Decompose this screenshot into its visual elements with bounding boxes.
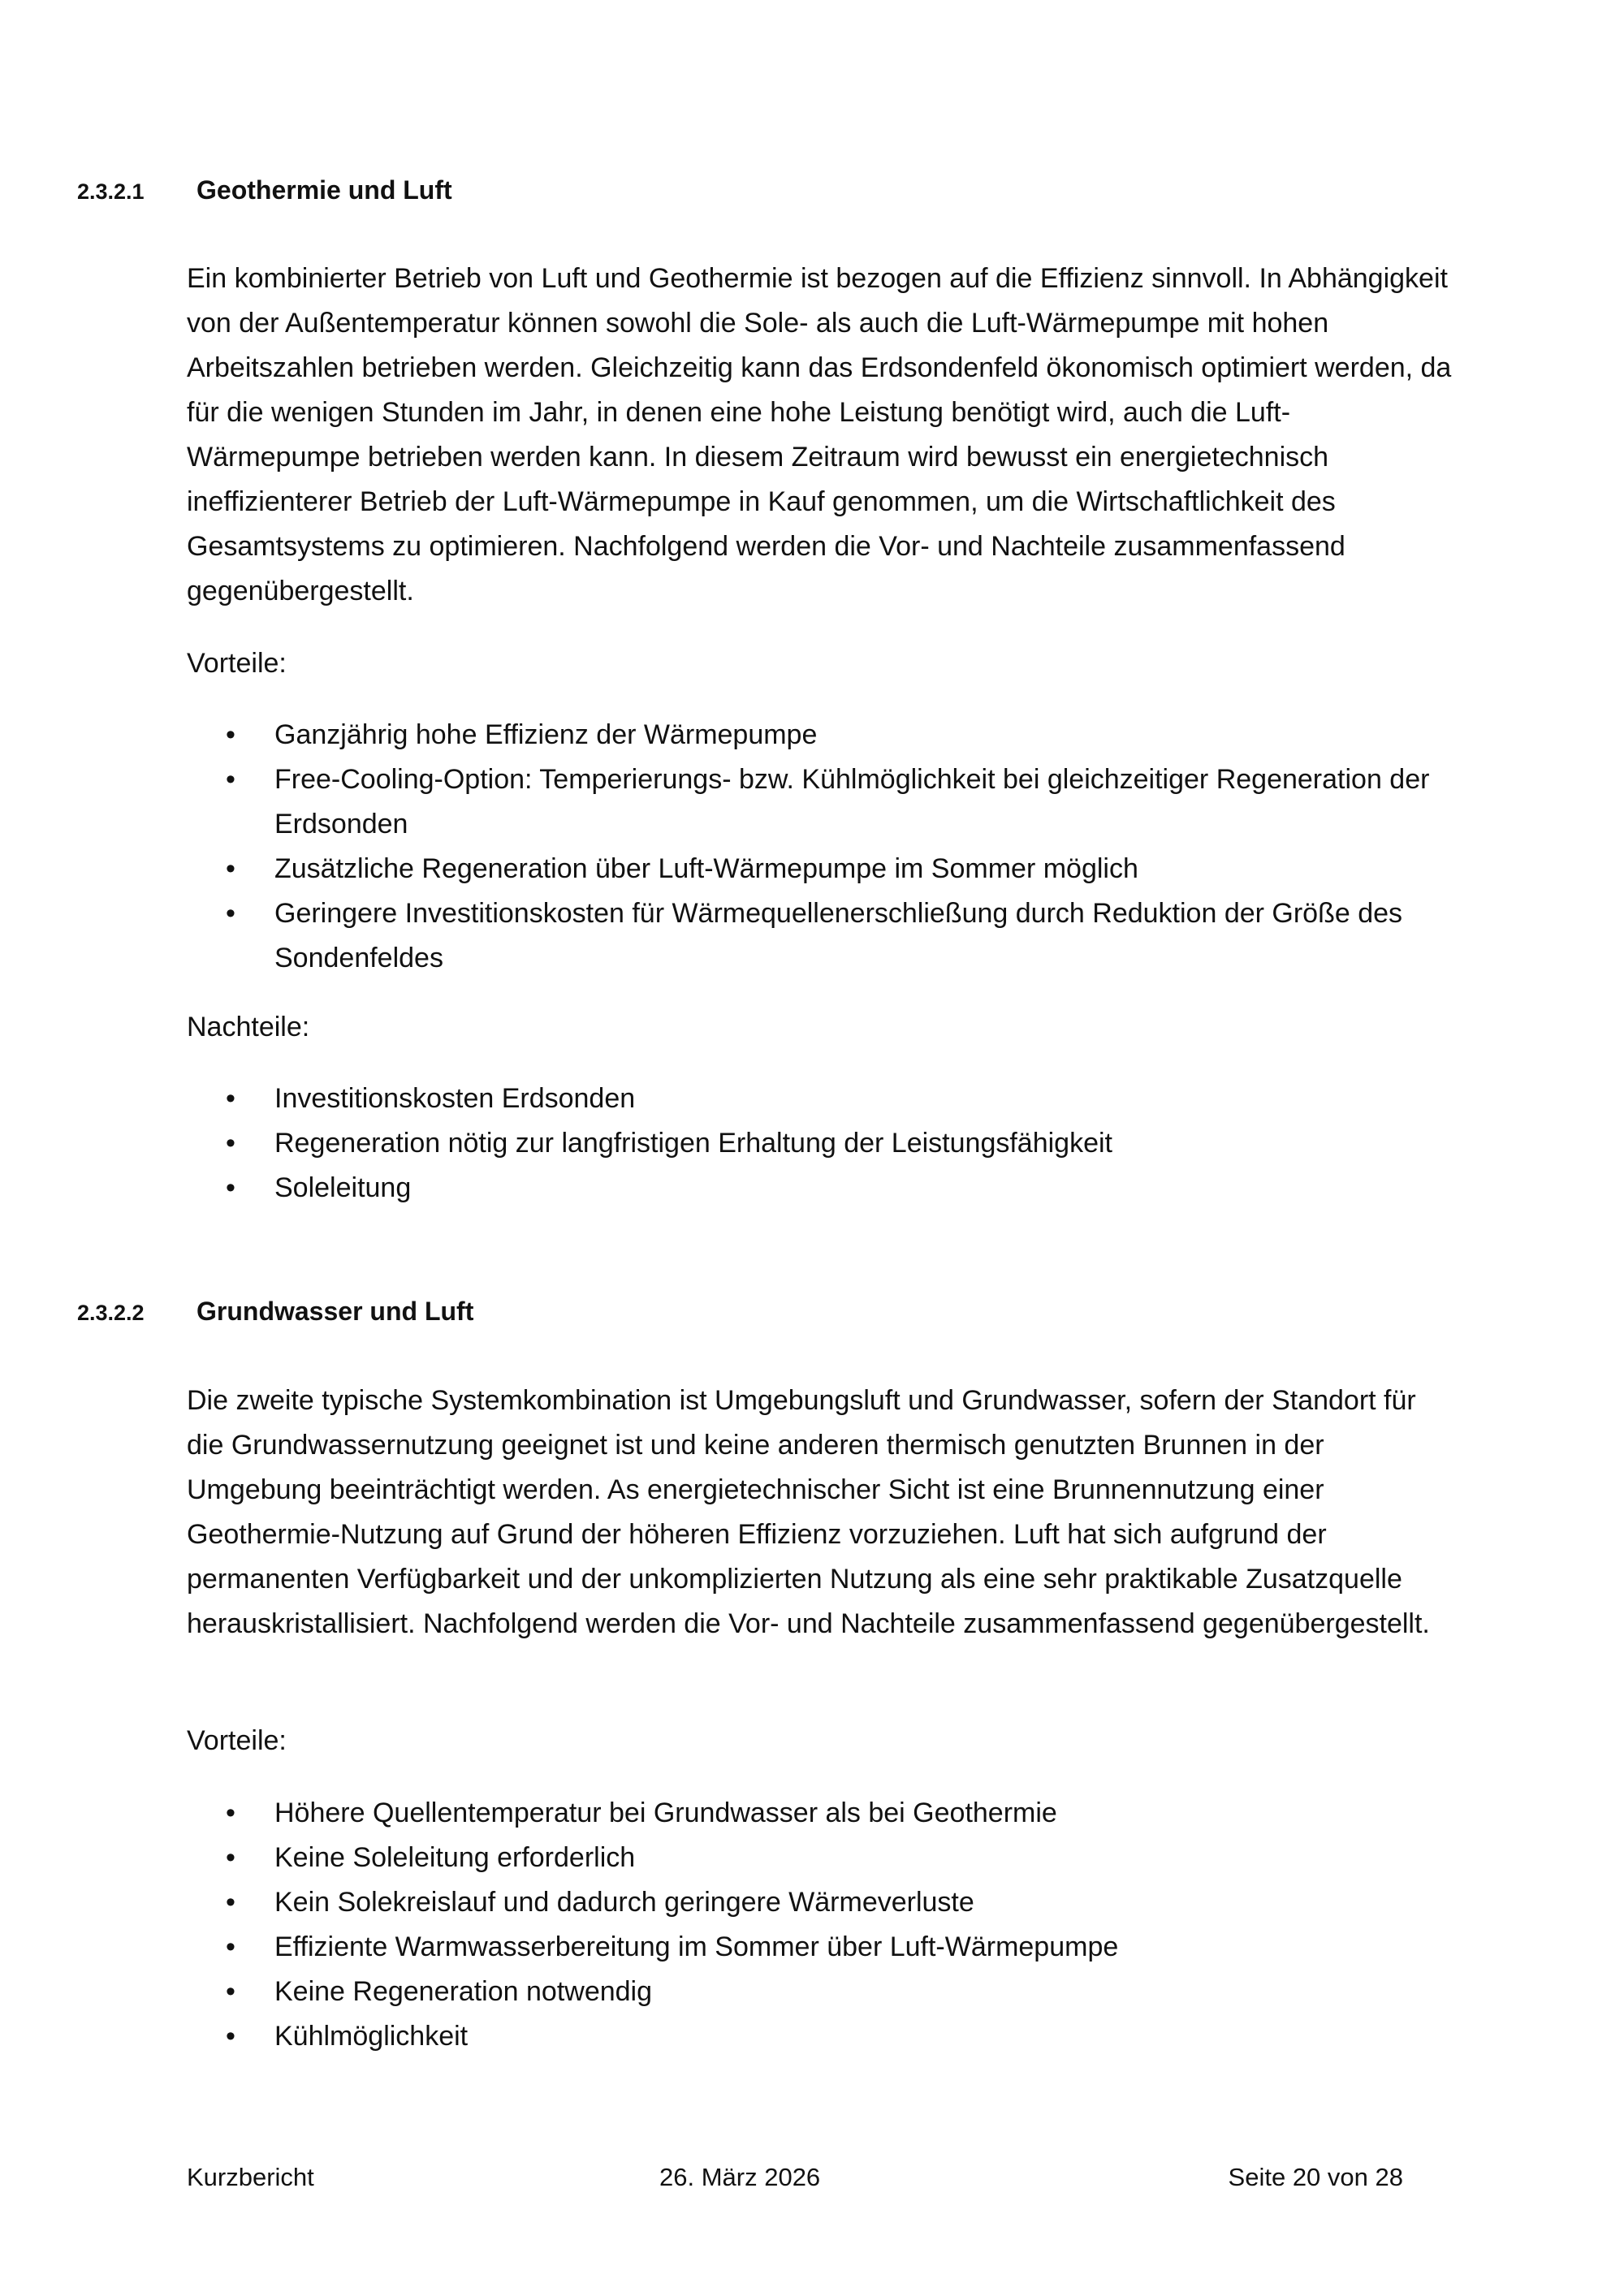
section-heading-2-3-2-2 <box>77 1297 473 1327</box>
footer-page-number: Seite 20 von 28 <box>1228 2163 1403 2191</box>
bullet-icon: • <box>226 1128 235 1159</box>
list-item: • Investitionskosten Erdsonden <box>187 1077 1453 1121</box>
section-paragraph: Die zweite typische Systemkombination ist Umgebungsluft und Grundwasser, sofern der Standort für die Grundwassernutzung geeignet ist und keine anderen thermisch genutzten Brunnen in der Umgebung beeinträchtigt werden. As energietechnischer Sicht ist eine Brunnennutzung einer Geothermie-Nutzung auf Grund der höheren Effizienz vorzuziehen. Luft hat sich aufgrund der permanenten Verfügbarkeit und der unkomplizierten Nutzung als eine sehr praktikable Zusatzquelle herauskristallisiert. Nachfolgend werden die Vor- und Nachteile zusammenfassend gegenübergestellt. <box>187 1385 1430 1639</box>
list-item: • Ganzjährig hohe Effizienz der Wärmepumpe <box>187 713 1453 757</box>
bullet-icon: • <box>226 719 235 750</box>
list-item: • Soleleitung <box>187 1166 1453 1211</box>
bullet-icon: • <box>226 1931 235 1962</box>
list-item: • Free-Cooling-Option: Temperierungs- bzw. Kühlmöglichkeit bei gleichzeitiger Regeneration der Erdsonden <box>187 757 1453 847</box>
list-item: • Zusätzliche Regeneration über Luft-Wärmepumpe im Sommer möglich <box>187 847 1453 891</box>
section-title: Geothermie und Luft <box>197 175 452 205</box>
list-item: • Höhere Quellentemperatur bei Grundwasser als bei Geothermie <box>187 1791 1453 1836</box>
bullet-icon: • <box>226 1842 235 1873</box>
section-paragraph: Ein kombinierter Betrieb von Luft und Geothermie ist bezogen auf die Effizienz sinnvoll. In Abhängigkeit von der Außentemperatur können sowohl die Sole- als auch die Luft-Wärmepumpe mit hohen Arbeitszahlen betrieben werden. Gleichzeitig kann das Erdsondenfeld ökonomisch optimiert werden, da für die wenigen Stunden im Jahr, in denen eine hohe Leistung benötigt wird, auch die Luft-Wärmepumpe betrieben werden kann. In diesem Zeitraum wird bewusst ein energietechnisch ineffizienterer Betrieb der Luft-Wärmepumpe in Kauf genommen, um die Wirtschaftlichkeit des Gesamtsystems zu optimieren. Nachfolgend werden die Vor- und Nachteile zusammenfassend gegenübergestellt. <box>187 263 1452 606</box>
bullet-icon: • <box>226 1976 235 2007</box>
list-item: • Keine Regeneration notwendig <box>187 1970 1453 2014</box>
list-item: • Keine Soleleitung erforderlich <box>187 1836 1453 1880</box>
disadvantages-label: Nachteile: <box>187 1012 310 1042</box>
section-title: Grundwasser und Luft <box>197 1297 474 1326</box>
section-number: 2.3.2.2 <box>77 1301 145 1325</box>
list-item: • Geringere Investitionskosten für Wärmequellenerschließung durch Reduktion der Größe des Sondenfeldes <box>187 891 1453 981</box>
advantages-label: Vorteile: <box>187 1725 287 1756</box>
list-item: • Regeneration nötig zur langfristigen Erhaltung der Leistungsfähigkeit <box>187 1121 1453 1166</box>
footer-left: Kurzbericht <box>187 2163 314 2191</box>
footer-date: 26. März 2026 <box>659 2163 821 2191</box>
bullet-icon: • <box>226 1172 235 1203</box>
advantages-label: Vorteile: <box>187 648 287 679</box>
bullet-icon: • <box>226 2021 235 2052</box>
list-item: • Effiziente Warmwasserbereitung im Sommer über Luft-Wärmepumpe <box>187 1925 1453 1970</box>
advantages-list <box>187 1791 1453 2059</box>
section-number: 2.3.2.1 <box>77 179 145 204</box>
bullet-icon: • <box>226 764 235 795</box>
advantages-list <box>187 713 1453 981</box>
bullet-icon: • <box>226 1887 235 1918</box>
bullet-icon: • <box>226 1798 235 1828</box>
bullet-icon: • <box>226 853 235 884</box>
disadvantages-list <box>187 1077 1453 1211</box>
bullet-icon: • <box>226 898 235 929</box>
bullet-icon: • <box>226 1083 235 1114</box>
list-item: • Kühlmöglichkeit <box>187 2014 1453 2059</box>
section-heading-2-3-2-1 <box>77 175 452 205</box>
list-item: • Kein Solekreislauf und dadurch geringere Wärmeverluste <box>187 1880 1453 1925</box>
